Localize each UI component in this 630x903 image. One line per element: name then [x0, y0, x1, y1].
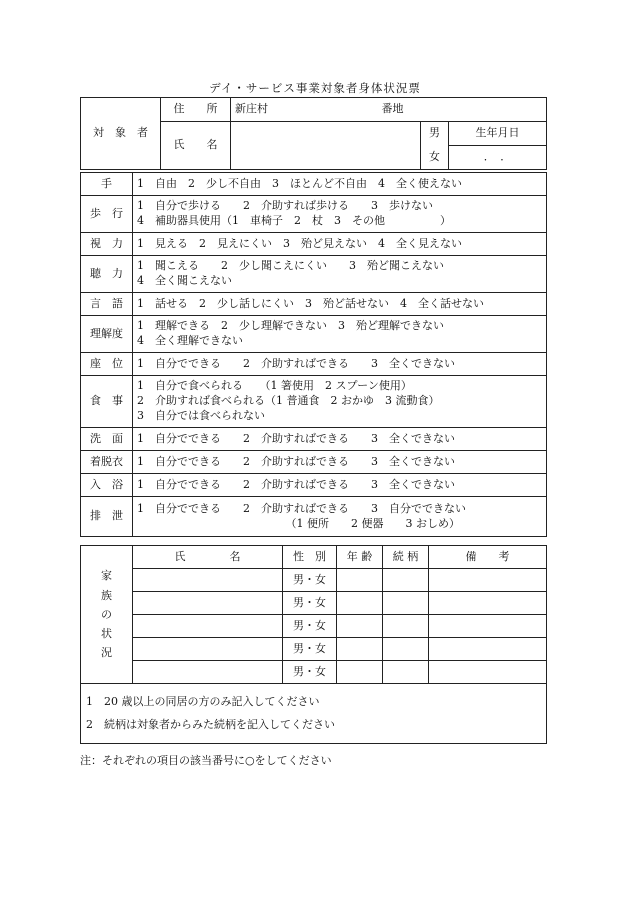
table-row [81, 661, 547, 684]
sex-cell[interactable]: 男・女 [283, 592, 337, 615]
relation-cell[interactable] [383, 638, 429, 661]
row-label: 入 浴 [81, 474, 133, 497]
row-label: 洗 面 [81, 428, 133, 451]
option-line: 1 自分でできる 2 介助すればできる 3 自分でできない [137, 501, 466, 515]
option-line: 1 自由 2 少し不自由 3 ほとんど不自由 4 全く使えない [137, 176, 462, 190]
family-name-cell[interactable] [133, 569, 283, 592]
age-cell[interactable] [337, 615, 383, 638]
row-options[interactable] [133, 376, 547, 428]
row-label: 理解度 [81, 316, 133, 353]
family-name-cell[interactable] [133, 638, 283, 661]
address-suffix: 番地 [381, 102, 404, 116]
table-row [81, 173, 547, 196]
option-line: 4 全く理解できない [137, 334, 243, 347]
row-label: 視 力 [81, 233, 133, 256]
option-line: 1 自分でできる 2 介助すればできる 3 全くできない [137, 356, 455, 370]
row-options[interactable] [133, 497, 547, 537]
family-name-cell[interactable] [133, 592, 283, 615]
sex-cell[interactable]: 男・女 [283, 569, 337, 592]
instructions-cell [81, 684, 547, 744]
header-name: 氏 名 [133, 546, 283, 569]
remarks-cell[interactable] [429, 661, 547, 684]
instructions-row [81, 684, 547, 744]
table-row [81, 569, 547, 592]
subject-header-table [80, 97, 547, 170]
row-label: 聴 力 [81, 256, 133, 293]
sex-cell[interactable]: 男・女 [283, 615, 337, 638]
table-row [81, 592, 547, 615]
header-relation: 続 柄 [383, 546, 429, 569]
age-cell[interactable] [337, 638, 383, 661]
relation-cell[interactable] [383, 592, 429, 615]
table-row [81, 256, 547, 293]
male-option[interactable]: 男 [421, 122, 449, 146]
birth-label: 生年月日 [449, 122, 547, 146]
option-line: 4 全く聞こえない [137, 274, 232, 287]
row-label: 歩 行 [81, 196, 133, 233]
family-label-char: 家 [101, 569, 112, 583]
row-label: 座 位 [81, 353, 133, 376]
table-row [81, 428, 547, 451]
table-row [81, 615, 547, 638]
address-value: 新庄村 [235, 102, 268, 116]
table-row [81, 451, 547, 474]
table-row [81, 233, 547, 256]
table-row [81, 497, 547, 537]
address-field[interactable] [231, 98, 547, 122]
option-line: （1 便所 2 便器 3 おしめ） [137, 516, 460, 530]
row-label: 着脱衣 [81, 451, 133, 474]
table-row [81, 316, 547, 353]
subject-label: 対 象 者 [81, 98, 161, 170]
age-cell[interactable] [337, 661, 383, 684]
option-line: 2 介助すれば食べられる（1 普通食 2 おかゆ 3 流動食） [137, 394, 440, 408]
name-field[interactable] [231, 122, 421, 170]
family-label-char: 況 [101, 646, 112, 660]
footnote: 注：それぞれの項目の該当番号に○をしてください [80, 754, 332, 767]
relation-cell[interactable] [383, 615, 429, 638]
family-label-char: の [101, 607, 112, 621]
family-label-char: 族 [101, 588, 112, 602]
option-line: 1 話せる 2 少し話しにくい 3 殆ど話せない 4 全く話せない [137, 296, 484, 310]
row-options[interactable] [133, 173, 547, 196]
option-line: 1 自分でできる 2 介助すればできる 3 全くできない [137, 477, 455, 491]
family-label [81, 546, 133, 684]
age-cell[interactable] [337, 569, 383, 592]
row-label: 手 [81, 173, 133, 196]
remarks-cell[interactable] [429, 569, 547, 592]
row-options[interactable] [133, 353, 547, 376]
header-sex: 性 別 [283, 546, 337, 569]
table-row [81, 353, 547, 376]
relation-cell[interactable] [383, 569, 429, 592]
option-line: 1 自分でできる 2 介助すればできる 3 全くできない [137, 454, 455, 468]
option-line: 1 自分で食べられる （1 箸使用 2 スプーン使用） [137, 379, 412, 393]
option-line: 4 補助器具使用（1 車椅子 2 杖 3 その他 ） [137, 214, 451, 227]
row-options[interactable] [133, 256, 547, 293]
option-line: 1 聞こえる 2 少し聞こえにくい 3 殆ど聞こえない [137, 259, 444, 273]
relation-cell[interactable] [383, 661, 429, 684]
header-remarks: 備 考 [429, 546, 547, 569]
remarks-cell[interactable] [429, 592, 547, 615]
family-table [80, 545, 547, 744]
table-row [81, 376, 547, 428]
sex-cell[interactable]: 男・女 [283, 638, 337, 661]
table-row [81, 293, 547, 316]
table-row [81, 474, 547, 497]
remarks-cell[interactable] [429, 615, 547, 638]
row-label: 言 語 [81, 293, 133, 316]
row-options[interactable] [133, 428, 547, 451]
row-options[interactable] [133, 451, 547, 474]
sex-cell[interactable]: 男・女 [283, 661, 337, 684]
family-name-cell[interactable] [133, 615, 283, 638]
family-header-row [81, 546, 547, 569]
birth-value[interactable]: ． ． [449, 146, 547, 170]
row-options[interactable] [133, 196, 547, 233]
row-options[interactable] [133, 474, 547, 497]
option-line: 1 自分でできる 2 介助すればできる 3 全くできない [137, 431, 455, 445]
row-options[interactable] [133, 233, 547, 256]
option-line: 3 自分では食べられない [137, 408, 265, 422]
instruction-line: 2 続柄は対象者からみた続柄を記入してください [86, 717, 335, 731]
header-age: 年 齢 [337, 546, 383, 569]
form-title: デイ・サービス事業対象者身体状況票 [209, 81, 421, 95]
age-cell[interactable] [337, 592, 383, 615]
row-label: 食 事 [81, 376, 133, 428]
option-line: 1 自分で歩ける 2 介助すれば歩ける 3 歩けない [137, 199, 433, 213]
address-label: 住 所 [161, 98, 231, 122]
remarks-cell[interactable] [429, 638, 547, 661]
option-line: 1 理解できる 2 少し理解できない 3 殆ど理解できない [137, 319, 444, 333]
row-label: 排 泄 [81, 497, 133, 537]
row-options[interactable] [133, 316, 547, 353]
name-label: 氏 名 [161, 122, 231, 170]
family-label-char: 状 [101, 627, 112, 641]
table-row [81, 196, 547, 233]
table-row [81, 638, 547, 661]
row-options[interactable] [133, 293, 547, 316]
option-line: 1 見える 2 見えにくい 3 殆ど見えない 4 全く見えない [137, 236, 462, 250]
instruction-line: 1 20 歳以上の同居の方のみ記入してください [86, 694, 320, 708]
female-option[interactable]: 女 [421, 146, 449, 170]
family-name-cell[interactable] [133, 661, 283, 684]
condition-table [80, 172, 547, 537]
